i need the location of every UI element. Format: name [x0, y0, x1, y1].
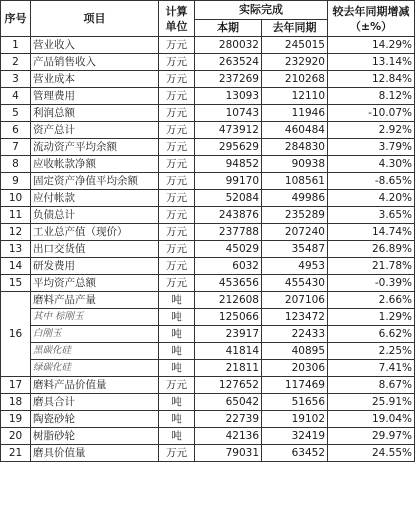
row-last-year: 284830 [262, 139, 328, 156]
row-last-year: 40895 [262, 343, 328, 360]
row-item: 资产总计 [31, 122, 159, 139]
header-change: 较去年同期增减（±%） [328, 1, 415, 37]
table-row [1, 343, 415, 360]
row-unit: 万元 [159, 54, 195, 71]
row-item: 平均资产总额 [31, 275, 159, 292]
table-row [1, 71, 415, 88]
table-row [1, 309, 415, 326]
row-number: 6 [1, 122, 31, 139]
row-unit: 吨 [159, 292, 195, 309]
row-item: 管理费用 [31, 88, 159, 105]
table-row [1, 377, 415, 394]
row-current: 295629 [195, 139, 262, 156]
header-actual: 实际完成 [195, 1, 328, 20]
row-number: 21 [1, 445, 31, 462]
row-change: 24.55% [328, 445, 415, 462]
row-last-year: 455430 [262, 275, 328, 292]
row-item: 磨具合计 [31, 394, 159, 411]
row-last-year: 207240 [262, 224, 328, 241]
row-change: -8.65% [328, 173, 415, 190]
table-row [1, 173, 415, 190]
header-unit: 计算单位 [159, 1, 195, 37]
row-number: 7 [1, 139, 31, 156]
row-unit: 万元 [159, 71, 195, 88]
row-current: 453656 [195, 275, 262, 292]
row-unit: 吨 [159, 326, 195, 343]
row-current: 41814 [195, 343, 262, 360]
row-item: 磨料产品价值量 [31, 377, 159, 394]
row-number: 5 [1, 105, 31, 122]
row-change: 3.65% [328, 207, 415, 224]
row-number: 20 [1, 428, 31, 445]
row-number: 2 [1, 54, 31, 71]
row-last-year: 19102 [262, 411, 328, 428]
header-current: 本期 [195, 20, 262, 37]
row-current: 280032 [195, 37, 262, 54]
row-unit: 吨 [159, 411, 195, 428]
row-last-year: 12110 [262, 88, 328, 105]
row-change: 2.25% [328, 343, 415, 360]
row-current: 237269 [195, 71, 262, 88]
row-current: 263524 [195, 54, 262, 71]
row-item: 陶瓷砂轮 [31, 411, 159, 428]
row-number: 11 [1, 207, 31, 224]
row-last-year: 32419 [262, 428, 328, 445]
row-number: 14 [1, 258, 31, 275]
row-current: 45029 [195, 241, 262, 258]
row-item: 磨料产品产量 [31, 292, 159, 309]
row-item: 绿碳化硅 [31, 360, 159, 377]
row-change: 3.79% [328, 139, 415, 156]
table-row [1, 258, 415, 275]
table-row [1, 190, 415, 207]
row-item: 应收帐款净额 [31, 156, 159, 173]
row-current: 22739 [195, 411, 262, 428]
row-current: 212608 [195, 292, 262, 309]
table-row [1, 241, 415, 258]
row-unit: 万元 [159, 275, 195, 292]
row-current: 6032 [195, 258, 262, 275]
row-current: 65042 [195, 394, 262, 411]
table-row [1, 292, 415, 309]
row-item: 营业收入 [31, 37, 159, 54]
table-row [1, 37, 415, 54]
row-item: 出口交货值 [31, 241, 159, 258]
header-last: 去年同期 [262, 20, 328, 37]
row-last-year: 207106 [262, 292, 328, 309]
row-number: 16 [1, 292, 31, 377]
row-unit: 万元 [159, 445, 195, 462]
table-row [1, 326, 415, 343]
row-change: 4.20% [328, 190, 415, 207]
row-unit: 万元 [159, 173, 195, 190]
table-row [1, 105, 415, 122]
row-last-year: 210268 [262, 71, 328, 88]
row-item: 应付帐款 [31, 190, 159, 207]
row-current: 13093 [195, 88, 262, 105]
row-number: 15 [1, 275, 31, 292]
row-current: 10743 [195, 105, 262, 122]
row-item: 工业总产值（现价） [31, 224, 159, 241]
header-item: 项目 [31, 1, 159, 37]
row-item: 磨具价值量 [31, 445, 159, 462]
row-current: 94852 [195, 156, 262, 173]
row-change: 8.12% [328, 88, 415, 105]
row-unit: 万元 [159, 139, 195, 156]
row-current: 125066 [195, 309, 262, 326]
row-last-year: 49986 [262, 190, 328, 207]
row-change: -0.39% [328, 275, 415, 292]
row-change: 12.84% [328, 71, 415, 88]
row-item: 黑碳化硅 [31, 343, 159, 360]
row-current: 127652 [195, 377, 262, 394]
row-change: 2.66% [328, 292, 415, 309]
table-row [1, 122, 415, 139]
row-change: 26.89% [328, 241, 415, 258]
row-current: 52084 [195, 190, 262, 207]
row-number: 9 [1, 173, 31, 190]
row-item: 营业成本 [31, 71, 159, 88]
row-unit: 万元 [159, 190, 195, 207]
row-number: 13 [1, 241, 31, 258]
header-seq: 序号 [1, 1, 31, 37]
row-number: 18 [1, 394, 31, 411]
row-last-year: 232920 [262, 54, 328, 71]
table-row [1, 139, 415, 156]
row-unit: 万元 [159, 122, 195, 139]
table-row [1, 394, 415, 411]
row-unit: 万元 [159, 377, 195, 394]
row-unit: 吨 [159, 428, 195, 445]
table-row [1, 156, 415, 173]
row-last-year: 20306 [262, 360, 328, 377]
row-item: 其中 棕刚玉 [31, 309, 159, 326]
row-item: 固定资产净值平均余额 [31, 173, 159, 190]
table-row [1, 360, 415, 377]
table-row [1, 428, 415, 445]
row-change: 8.67% [328, 377, 415, 394]
row-change: 6.62% [328, 326, 415, 343]
row-current: 23917 [195, 326, 262, 343]
row-unit: 万元 [159, 207, 195, 224]
row-last-year: 123472 [262, 309, 328, 326]
row-last-year: 51656 [262, 394, 328, 411]
row-number: 12 [1, 224, 31, 241]
row-unit: 万元 [159, 156, 195, 173]
row-number: 8 [1, 156, 31, 173]
row-item: 负债总计 [31, 207, 159, 224]
row-unit: 吨 [159, 394, 195, 411]
row-current: 79031 [195, 445, 262, 462]
row-last-year: 35487 [262, 241, 328, 258]
row-change: 1.29% [328, 309, 415, 326]
table-row [1, 445, 415, 462]
row-last-year: 11946 [262, 105, 328, 122]
row-number: 1 [1, 37, 31, 54]
row-unit: 万元 [159, 105, 195, 122]
row-item: 白刚玉 [31, 326, 159, 343]
row-unit: 万元 [159, 241, 195, 258]
row-unit: 吨 [159, 343, 195, 360]
row-current: 237788 [195, 224, 262, 241]
row-number: 10 [1, 190, 31, 207]
row-number: 19 [1, 411, 31, 428]
table-row [1, 88, 415, 105]
row-unit: 吨 [159, 360, 195, 377]
row-item: 利润总额 [31, 105, 159, 122]
row-item: 树脂砂轮 [31, 428, 159, 445]
row-current: 473912 [195, 122, 262, 139]
row-item: 研发费用 [31, 258, 159, 275]
row-last-year: 4953 [262, 258, 328, 275]
row-change: -10.07% [328, 105, 415, 122]
row-number: 4 [1, 88, 31, 105]
row-last-year: 460484 [262, 122, 328, 139]
row-change: 2.92% [328, 122, 415, 139]
row-current: 99170 [195, 173, 262, 190]
row-change: 13.14% [328, 54, 415, 71]
row-last-year: 22433 [262, 326, 328, 343]
row-change: 14.29% [328, 37, 415, 54]
row-current: 42136 [195, 428, 262, 445]
table-row [1, 411, 415, 428]
table-row [1, 275, 415, 292]
row-change: 25.91% [328, 394, 415, 411]
row-last-year: 108561 [262, 173, 328, 190]
row-unit: 万元 [159, 258, 195, 275]
row-unit: 万元 [159, 37, 195, 54]
row-change: 14.74% [328, 224, 415, 241]
row-last-year: 235289 [262, 207, 328, 224]
row-last-year: 63452 [262, 445, 328, 462]
table-body [1, 37, 415, 462]
table-row [1, 224, 415, 241]
row-item: 产品销售收入 [31, 54, 159, 71]
row-change: 29.97% [328, 428, 415, 445]
row-number: 17 [1, 377, 31, 394]
row-last-year: 245015 [262, 37, 328, 54]
row-number: 3 [1, 71, 31, 88]
table-row [1, 54, 415, 71]
table-row [1, 207, 415, 224]
row-unit: 万元 [159, 88, 195, 105]
row-unit: 吨 [159, 309, 195, 326]
row-last-year: 117469 [262, 377, 328, 394]
row-change: 7.41% [328, 360, 415, 377]
row-change: 21.78% [328, 258, 415, 275]
row-current: 21811 [195, 360, 262, 377]
row-change: 19.04% [328, 411, 415, 428]
row-unit: 万元 [159, 224, 195, 241]
row-current: 243876 [195, 207, 262, 224]
row-last-year: 90938 [262, 156, 328, 173]
row-item: 流动资产平均余额 [31, 139, 159, 156]
row-change: 4.30% [328, 156, 415, 173]
